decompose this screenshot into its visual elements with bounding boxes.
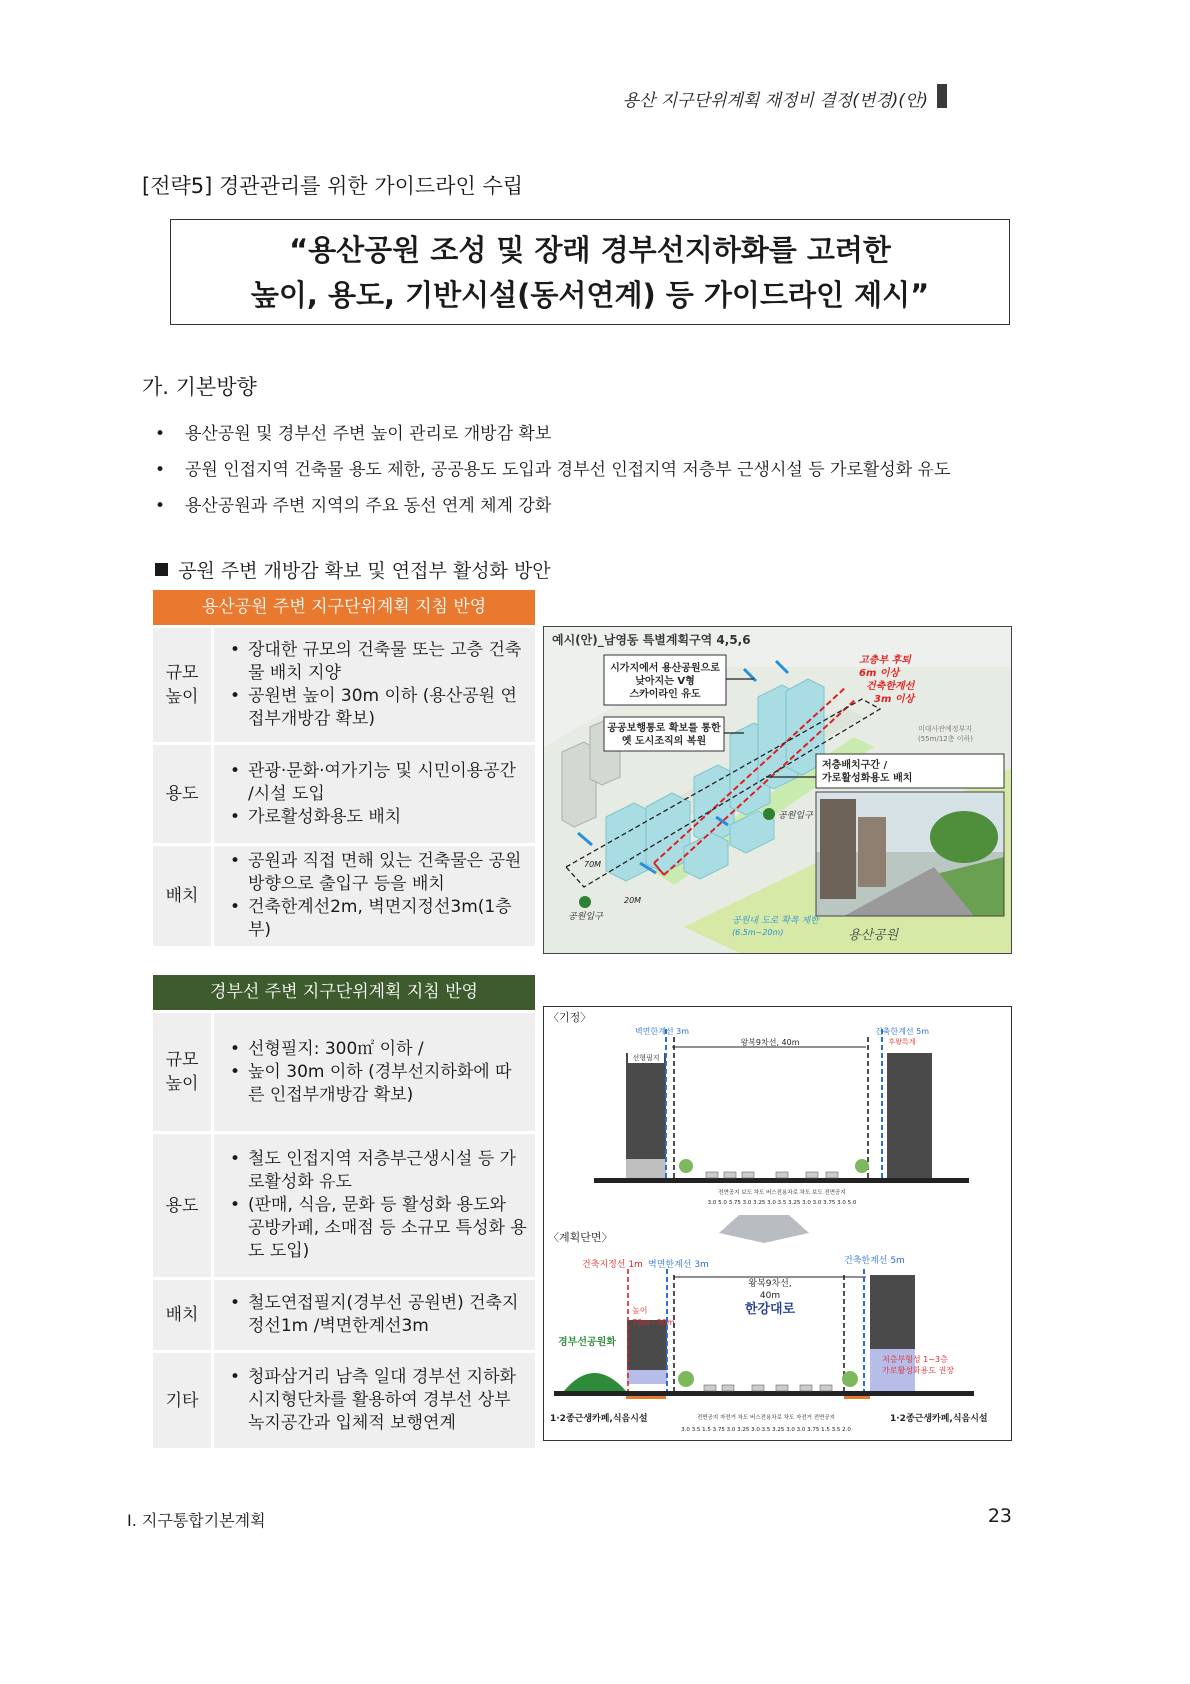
row-item: • 공원변 높이 30m 이하 (용산공원 연접부개방감 확보) bbox=[226, 685, 527, 731]
subheading-text: 공원 주변 개방감 확보 및 연접부 활성화 방안 bbox=[178, 560, 551, 582]
row-label: 배치 bbox=[153, 846, 211, 946]
lane-labels-bottom: 전면공지 자전거 차도 버스전용차로 차도 자전거 전면공지 bbox=[696, 1415, 836, 1421]
figure1-callout: 공공보행통로 확보를 통한 bbox=[607, 723, 721, 734]
road-name: 한강대로 bbox=[744, 1302, 796, 1317]
table-row bbox=[153, 628, 535, 742]
row-content bbox=[214, 1013, 535, 1131]
row-item: • (판매, 식음, 문화 등 활성화 용도와 공방카페, 소매점 등 소규모 특성화 용도 도입) bbox=[226, 1194, 527, 1263]
row-item: • 공원과 직접 면해 있는 건축물은 공원방향으로 출입구 등을 배치 bbox=[226, 850, 527, 896]
bullet-item: • 용산공원과 주변 지역의 주요 동선 연계 체계 강화 bbox=[155, 488, 950, 524]
lane-dimensions-bottom: 3.0 3.5 1.5 3.75 3.0 3.25 3.0 3.5 3.25 3.0 3.0 3.75 1.5 3.5 2.0 bbox=[681, 1427, 851, 1433]
row-label: 용도 bbox=[153, 1134, 211, 1277]
figure1-red-label: 고층부 후퇴 bbox=[859, 655, 911, 666]
figure1-red-label: 6m 이상 bbox=[859, 668, 900, 679]
row-content bbox=[214, 1353, 535, 1448]
figure1-callout: 옛 도시조직의 복원 bbox=[621, 736, 707, 747]
row-item: • 높이 30m 이하 (경부선지하화에 따른 인접부개방감 확보) bbox=[226, 1061, 527, 1107]
row-item: • 철도연접필지(경부선 공원변) 건축지정선1m /벽면한계선3m bbox=[226, 1292, 527, 1338]
row-item: • 장대한 규모의 건축물 또는 고층 건축물 배치 지양 bbox=[226, 639, 527, 685]
figure1-red-label: 건축한계선 bbox=[866, 681, 915, 692]
wall-line-label: 벽면한계선 3m bbox=[634, 1027, 690, 1036]
callout-line-1: “용산공원 조성 및 장래 경부선지하화를 고려한 bbox=[289, 233, 891, 267]
bullet-list bbox=[155, 416, 950, 524]
figure1-small-label: 70M bbox=[584, 860, 602, 869]
row-item: • 관광·문화·여가기능 및 시민이용공간 /시설 도입 bbox=[226, 760, 527, 806]
page-number: 23 bbox=[987, 1505, 1012, 1527]
lane-labels: 전면공지 보도 차도 버스전용차로 차도 보도 전면공지 bbox=[718, 1190, 846, 1196]
figure1-small-label: (6.5m~20m) bbox=[732, 928, 784, 937]
table-row bbox=[153, 1280, 535, 1350]
guideline-table-park bbox=[153, 590, 535, 946]
figure1-small-label: 공원입구 bbox=[778, 811, 813, 821]
row-item: • 건축한계선2m, 벽면지정선3m(1층부) bbox=[226, 896, 527, 942]
table-header: 용산공원 주변 지구단위계획 지침 반영 bbox=[153, 590, 535, 625]
table-row bbox=[153, 1134, 535, 1277]
figure1-callout: 스카이라인 유도 bbox=[629, 689, 701, 700]
build-line-label-bottom: 건축한계선 5m bbox=[844, 1256, 905, 1266]
row-content bbox=[214, 745, 535, 843]
existing-section-label: 〈기정〉 bbox=[548, 1011, 592, 1024]
guideline-table-railway bbox=[153, 975, 535, 1448]
table-row bbox=[153, 1013, 535, 1131]
figure1-small-label: 공원입구 bbox=[568, 912, 603, 922]
left-use-label: 1·2종근생카페,식음시설 bbox=[550, 1414, 648, 1424]
row-content bbox=[214, 1134, 535, 1277]
road-label: 왕복9차선, 40m bbox=[740, 1038, 800, 1047]
figure1-small-label: 20M bbox=[624, 896, 642, 905]
table-row bbox=[153, 1353, 535, 1448]
header-title: 용산 지구단위계획 재정비 결정(변경)(안) bbox=[622, 91, 928, 111]
row-label: 규모 높이 bbox=[153, 1013, 211, 1131]
build-line-label: 건축한계선 5m bbox=[874, 1027, 930, 1036]
parcel-label: 선형필지 bbox=[632, 1054, 660, 1062]
aerial-plan-figure bbox=[543, 626, 1012, 954]
row-content bbox=[214, 628, 535, 742]
height-label: 높이 bbox=[632, 1306, 648, 1315]
strategy-title: [전략5] 경관관리를 위한 가이드라인 수립 bbox=[142, 174, 524, 198]
figure1-small-label: 공원내 도로 확폭 제한 bbox=[732, 916, 819, 926]
lane-dimensions: 3.0 5.0 3.75 3.0 3.25 3.0 3.5 3.25 3.0 3.0 3.75 3.0 5.0 bbox=[707, 1200, 857, 1206]
footer-section: Ⅰ. 지구통합기본계획 bbox=[127, 1511, 266, 1530]
figure1-small-label: 미대사관예정부지 bbox=[918, 725, 973, 733]
figure1-red-label: 3m 이상 bbox=[874, 694, 915, 705]
bullet-item: • 용산공원 및 경부선 주변 높이 관리로 개방감 확보 bbox=[155, 416, 950, 452]
row-item: • 선형필지: 300㎡ 이하 / bbox=[226, 1038, 527, 1061]
planned-section-label: 〈계획단면〉 bbox=[548, 1231, 613, 1244]
row-content bbox=[214, 846, 535, 946]
cross-section-svg bbox=[544, 1007, 1012, 1441]
callout-line-2: 높이, 용도, 기반시설(동서연계) 등 가이드라인 제시” bbox=[250, 278, 930, 312]
figure1-callout: 시가지에서 용산공원으로 bbox=[610, 663, 720, 674]
bullet-item: • 공원 인접지역 건축물 용도 제한, 공공용도 도입과 경부선 인접지역 저층부 근생시설 등 가로활성화 유도 bbox=[155, 452, 950, 488]
road-label-2: 40m bbox=[759, 1291, 781, 1301]
low-rise-label-1: 저층부형성 1~3층 bbox=[882, 1355, 948, 1364]
figure1-callout: 저층배치구간 / bbox=[822, 760, 888, 771]
row-item: • 가로활성화용도 배치 bbox=[226, 806, 527, 829]
figure1-park-label: 용산공원 bbox=[848, 928, 899, 943]
header-bar bbox=[937, 84, 947, 108]
row-label: 규모 높이 bbox=[153, 628, 211, 742]
right-use-label: 1·2종근생카페,식음시설 bbox=[890, 1414, 988, 1424]
table-row bbox=[153, 745, 535, 843]
park-conversion-label: 경부선공원화 bbox=[558, 1337, 616, 1348]
height-range-label: 70m~30m bbox=[632, 1318, 675, 1327]
callout-box bbox=[170, 219, 1010, 325]
row-item: • 청파삼거리 남측 일대 경부선 지하화 시지형단차를 활용하여 경부선 상부 녹지공간과 입체적 보행연계 bbox=[226, 1366, 527, 1435]
square-bullet-icon bbox=[155, 563, 168, 576]
row-item: • 철도 인접지역 저층부근생시설 등 가로활성화 유도 bbox=[226, 1148, 527, 1194]
figure1-small-label: (55m/12층 이하) bbox=[918, 735, 973, 743]
setback-label: 후왕특계 bbox=[888, 1038, 916, 1046]
table-row bbox=[153, 846, 535, 946]
section-heading: 가. 기본방향 bbox=[142, 375, 257, 399]
subheading bbox=[155, 556, 551, 583]
row-content bbox=[214, 1280, 535, 1350]
cross-section-figure bbox=[543, 1006, 1012, 1441]
designated-line-label: 건축지정선 1m bbox=[582, 1260, 643, 1270]
row-label: 기타 bbox=[153, 1353, 211, 1448]
low-rise-label-2: 가로활성화용도 권장 bbox=[882, 1366, 955, 1375]
row-label: 용도 bbox=[153, 745, 211, 843]
aerial-plan-svg bbox=[544, 627, 1012, 954]
figure1-callout: 낮아지는 V형 bbox=[635, 676, 695, 687]
road-label-1: 왕복9차선, bbox=[748, 1279, 792, 1289]
wall-line-label-bottom: 벽면한계선 3m bbox=[648, 1260, 709, 1270]
row-label: 배치 bbox=[153, 1280, 211, 1350]
table-header: 경부선 주변 지구단위계획 지침 반영 bbox=[153, 975, 535, 1010]
figure1-callout: 가로활성화용도 배치 bbox=[822, 773, 913, 784]
figure1-title: 예시(안)_남영동 특별계획구역 4,5,6 bbox=[552, 633, 751, 647]
